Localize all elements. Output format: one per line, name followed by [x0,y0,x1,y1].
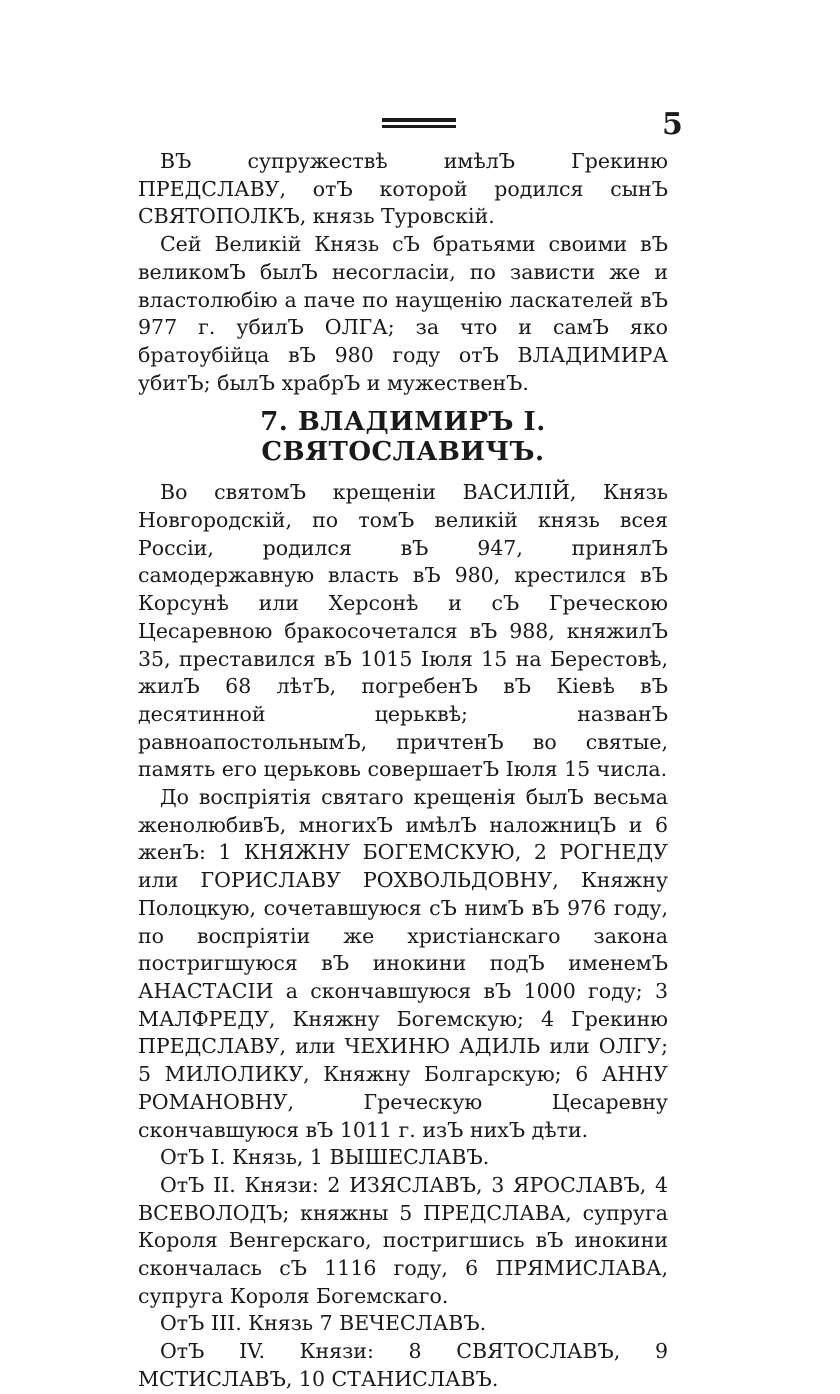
children-line-4: ОтЪ IV. Князи: 8 СВЯТОСЛАВЪ, 9 МСТИСЛАВЪ, 10 СТАНИСЛАВЪ. [138,1339,668,1391]
header-rule-top [382,118,456,122]
children-line-3: ОтЪ III. Князь 7 ВЕЧЕСЛАВЪ. [160,1311,487,1336]
header-rule-bottom [382,125,456,128]
children-line-2: ОтЪ II. Князи: 2 ИЗЯСЛАВЪ, 3 ЯРОСЛАВЪ, 4 ВСЕВОЛОДЪ; княжны 5 ПРЕДСЛАВА, супруга Короля Венгерскаго, постригшись вЪ инокини скончалась сЪ 1116 году, 6 ПРЯМИСЛАВА, супруга Короля Богемскаго. [138,1172,668,1308]
paragraph-vladimir-wives: До воспріятія святаго крещенія былЪ весьма женолюбивЪ, многихЪ имѣлЪ наложницЪ и 6 женЪ: 1 КНЯЖНУ БОГЕМСКУЮ, 2 РОГНЕДУ или ГОРИСЛАВУ РОХВОЛЬДОВНУ, Княжну Полоцкую, сочетавшуюся сЪ нимЪ вЪ 976 году, по воспріятіи же христіанскаго закона постригшуюся вЪ инокини подЪ именемЪ АНАСТАСІИ а скончавшуюся вЪ 1000 году; 3 МАЛФРЕДУ, Княжну Богемскую; 4 Грекиню ПРЕДСЛАВУ, или ЧЕХИНЮ АДИЛЬ или ОЛГУ; 5 МИЛОЛИКУ, Княжну Болгарскую; 6 АННУ РОМАНОВНУ, Греческую Цесаревну скончавшуюся вЪ 1011 г. изЪ нихЪ дѣти. [138,785,668,1142]
page-number: 5 [662,107,683,142]
paragraph-vladimir-biography: Во святомЪ крещеніи ВАСИЛІЙ, Князь Новгородскій, по томЪ великій князь всея Россіи, родился вЪ 947, принялЪ самодержавную власть вЪ 980, крестился вЪ Корсунѣ или Херсонѣ и сЪ Греческою Цесаревною бракосочетался вЪ 988, княжилЪ 35, преставился вЪ 1015 Іюля 15 на Берестовѣ, жилЪ 68 лѣтЪ, погребенЪ вЪ Кіевѣ вЪ десятинной церьквѣ; названЪ равноапостольнымЪ, причтенЪ во святые, память его церьковь совершаетЪ Іюля 15 числа. [138,480,668,782]
section-heading: 7. ВЛАДИМИРЪ I. СВЯТОСЛАВИЧЪ. [260,407,546,468]
paragraph-character: Сей Великій Князь сЪ братьями своими вЪ великомЪ былЪ несогласіи, по зависти же и властолюбію а паче по наущенію ласкателей вЪ 977 г. убилЪ ОЛГА; за что и самЪ яко братоубійца вЪ 980 году отЪ ВЛАДИМИРА убитЪ; былЪ храбрЪ и мужественЪ. [138,232,668,395]
header-double-rule [382,118,456,132]
body-text [138,148,668,1394]
children-line-1: ОтЪ I. Князь, 1 ВЫШЕСЛАВЪ. [160,1145,490,1170]
paragraph-spouse: ВЪ супружествѣ имѣлЪ Грекиню ПРЕДСЛАВУ, отЪ которой родился сынЪ СВЯТОПОЛКЪ, князь Туровскій. [138,149,668,229]
